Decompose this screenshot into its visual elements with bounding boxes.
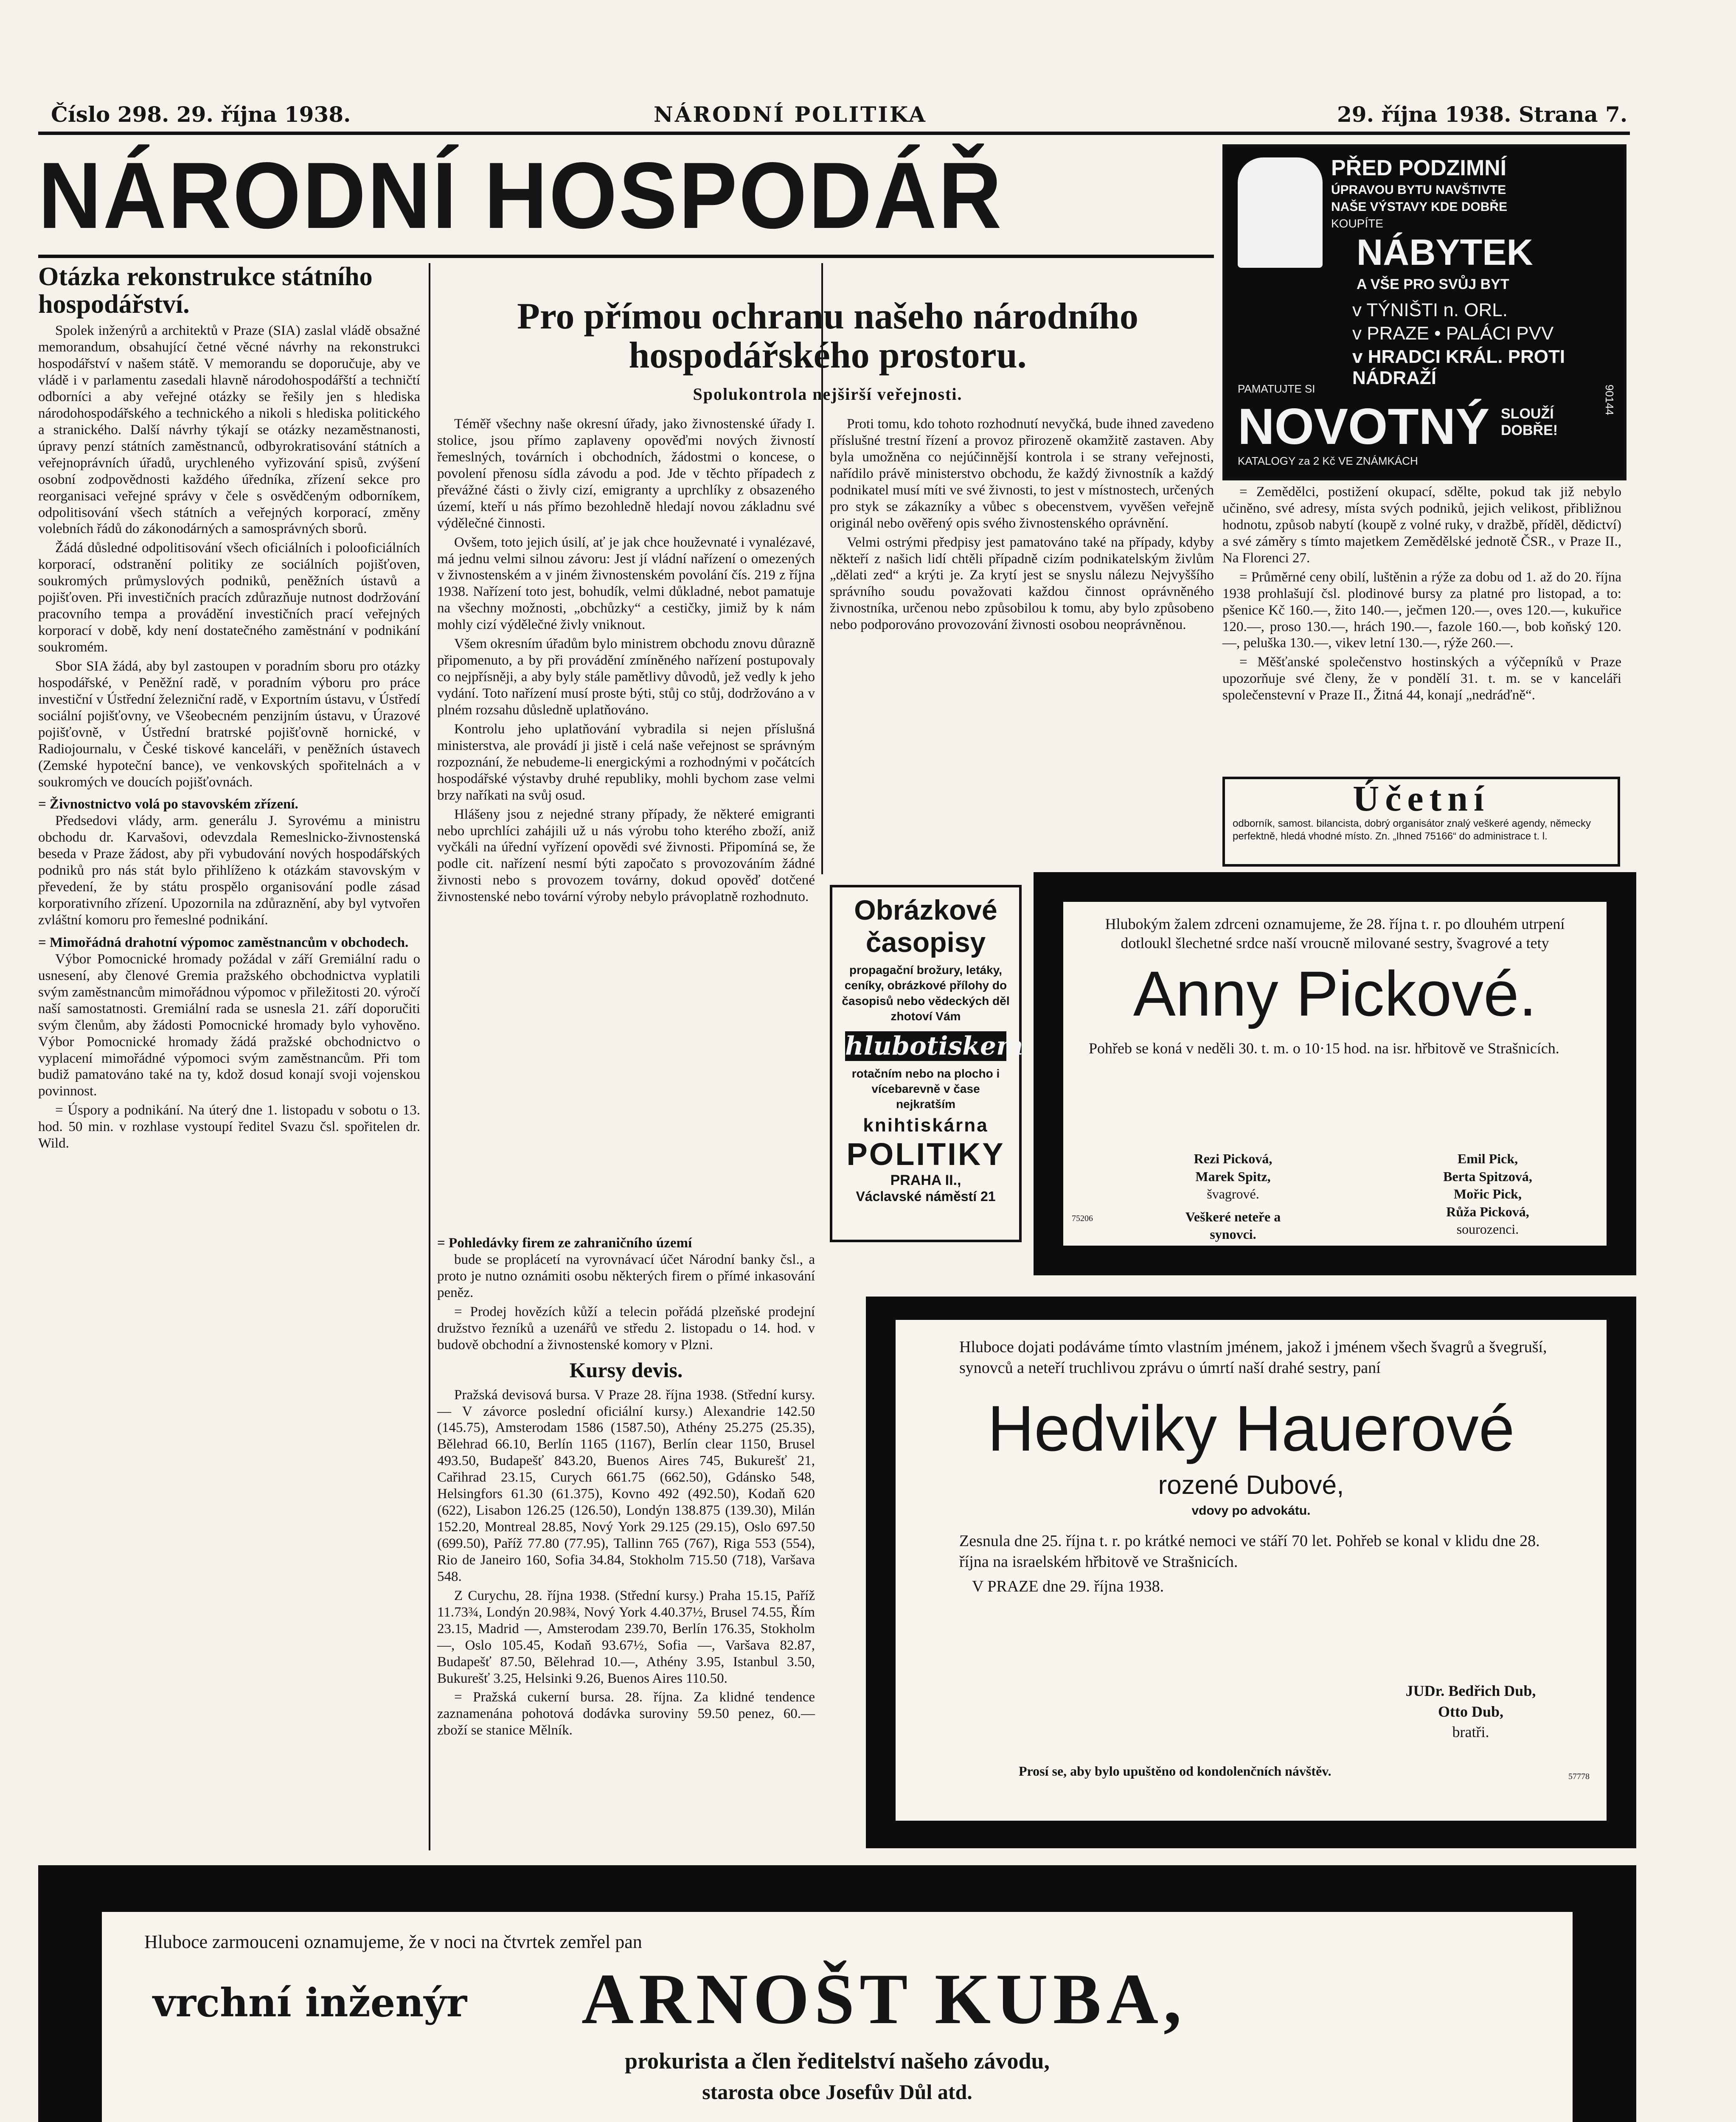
- news-item: = Měšťanské společenstvo hostinských a výčepníků v Praze upozorňuje své členy, že v pondělí 31. t. m. se v kanceláři společenstevní v Praze II., Žitná 44, konají „nedráďně“.: [1222, 654, 1621, 703]
- signatory: JUDr. Bedřich Dub,: [1405, 1682, 1536, 1699]
- deceased-title: vrchní inženýr: [153, 1980, 467, 2026]
- column-divider: [429, 263, 430, 1850]
- deceased-name: ARNOŠT KUBA,: [581, 1959, 1187, 2039]
- ad-line: v PRAZE • PALÁCI PVV: [1352, 323, 1554, 344]
- place-date: V PRAZE dne 29. října 1938.: [972, 1577, 1164, 1595]
- article-paragraph: Z Curychu, 28. října 1938. (Střední kursy.) Praha 15.15, Paříž 11.73¾, Londýn 20.98¾, Nový York 4.40.37½, Brusel 74.55, Řím 23.15, Madrid —, Amsterodam 239.70, Berlín 176.35, Stokholm —, Oslo 105.45, Kodaň 93.67½, Sofia —, Varšava 82.87, Budapešť 87.50, Bělehrad 10.—, Athény 3.95, Istanbul 3.50, Bukurešť 3.25, Helsinki 9.26, Buenos Aires 110.50.: [437, 1588, 815, 1686]
- mourner: Mořic Pick,: [1454, 1186, 1522, 1202]
- building-icon: [1238, 157, 1323, 268]
- ad-line: v HRADCI KRÁL. PROTI NÁDRAŽÍ: [1352, 346, 1565, 388]
- ad-line: NÁBYTEK: [1357, 232, 1533, 273]
- brand-name: NOVOTNÝ: [1238, 398, 1490, 455]
- deceased-name: Hedviky Hauerové: [987, 1392, 1515, 1465]
- masthead-rule: [38, 255, 1214, 258]
- deceased-role: starosta obce Josefův Důl atd.: [702, 2080, 972, 2104]
- mourner: Růža Picková,: [1446, 1204, 1529, 1219]
- article-paragraph: Hlášeny jsou z nejedné strany případy, že některé emigranti nebo uprchlíci zahájili už u nás výrobu toho kterého zboží, aniž vyčkáli na úřední vyřízení opovědi své živnosti. Připomíná se, že podle cit. nařízení nesmí býti započato s provozováním žádné živnosti nebo s provozem továrny, dokud opověď dotčené živnostenské nebo tovární výroby nebylo právoplatně rozhodnuto.: [437, 806, 815, 905]
- ad-text: PRAHA II.,: [890, 1172, 961, 1188]
- article-paragraph: Spolek inženýrů a architektů v Praze (SIA) zaslal vládě obsažné memorandum, obsahující četné věcné návrhy na rekonstrukci hospodářství v našem státě. V memorandu se doporučuje, aby ve vládě i v parlamentu zasedali hlavně národohospodářští a techničtí odborníci a aby veřejné otázky se řešily jen s hlediska národohospodářského a technického a nikoli s hlediska politického a stranického. Další návrhy týkají se otázky nezaměstnanosti, úpravy penzí státních zaměstnanců, odbyrokratisování státních a veřejnoprávních úřadů, urychleného vyřizování spisů, zvýšení osobní zodpovědnosti každého úředníka, zřízení sekce pro reorganisaci veřejné správy v čele s osvědčeným odborníkem, odpolitisování všech státních a veřejných korporací, změny volebních řádů do zákonodárných a samosprávných sborů.: [38, 323, 420, 537]
- obituary-frame: [1034, 872, 1636, 1275]
- ad-brand: POLITIKY: [846, 1136, 1005, 1172]
- mourners-right: [1411, 1150, 1564, 1238]
- ad-title: časopisy: [865, 926, 986, 958]
- news-column-3: [1222, 484, 1621, 706]
- ad-title: Obrázkové: [854, 894, 997, 926]
- article-paragraph: Výbor Pomocnické hromady požádal v září Gremiální radu o usnesení, aby členové Gremia pražského obchodnictva vyplatili svým zaměstnancům mimořádnou výpomoc v přiležitosti 20. výročí naší samostatnosti. Gremiální rada se usnesla 21. září doporučiti svým členům, aby žádosti Pomocnické hromady bylo vyhověno. Výbor Pomocnické hromady žádá pražské obchodnictvo o vyplacení mimořádné výpomoci svým zaměstnancům. Při tom budiž pamatováno také na ty, kdož dosud konají svoji vojenskou povinnost.: [38, 951, 420, 1099]
- ad-line: v TÝNIŠTI n. ORL.: [1352, 300, 1508, 320]
- mourner: Berta Spitzová,: [1443, 1168, 1532, 1184]
- ad-code: 75206: [1072, 1214, 1093, 1223]
- obituary-arnost-kuba: [102, 1912, 1573, 2122]
- obituary-anna-pickova: [1063, 902, 1607, 1246]
- obituary-intro: Hlubokým žalem zdrceni oznamujeme, že 28. října t. r. po dlouhém utrpení dotloukl šlechetné srdce naší vroucně milované sestry, švagrové a tety: [1105, 915, 1565, 952]
- obituary-frame: [38, 1865, 1636, 2122]
- main-headline: Pro přímou ochranu našeho národního hospodářského prostoru.: [517, 296, 1138, 376]
- birth-name: rozené Dubové,: [1158, 1470, 1344, 1500]
- ad-text: knihtiskárna: [863, 1114, 989, 1136]
- article-column-2a: [437, 416, 815, 908]
- article-paragraph: Proti tomu, kdo tohoto rozhodnutí nevyčká, bude ihned zavedeno příslušné trestní řízení a provoz přirozeně okamžitě zastaven. Aby byla umožněna co nejúčinnější kontrola i se strany veřejnosti, nařídilo právě ministerstvo obchodu, že každý živnostník a každý podnikatel musí míti ve své živnosti, to jest v místnostech, určených pro styk se zákazníky a vůbec s obecenstvem, vyvěšen veřejně originál nebo ověřený opis svého živnostenského oprávnění.: [830, 416, 1214, 531]
- mourners-left: [1161, 1150, 1305, 1243]
- signatory-relation: bratři.: [1452, 1723, 1489, 1741]
- ad-text: Václavské náměstí 21: [856, 1188, 996, 1204]
- ad-line: KATALOGY za 2 Kč VE ZNÁMKÁCH: [1238, 455, 1418, 467]
- mourner: Marek Spitz,: [1195, 1168, 1271, 1184]
- mourner-relation: švagrové.: [1207, 1186, 1259, 1202]
- accountant-ad: [1222, 777, 1620, 867]
- article-paragraph: Sbor SIA žádá, aby byl zastoupen v poradním sboru pro otázky hospodářské, v Peněžní radě, v poradním výboru pro práce investiční v Ústřední železniční radě, v Exportním ústavu, v Ústředí sociální pojišťovny, ve Všeobecném penzijním ústavu, v Úrazové pojišťovně, v Ústřední bratrské pojišťovně hornické, v Radiojournalu, v České tiskové kanceláři, v peněžních ústavech (Zemské hypoteční bance), ve venkovských spořitelnách a v soukromých ve doucích pojišťovnách.: [38, 658, 420, 790]
- ad-code: 57778: [1568, 1772, 1590, 1781]
- obituary-hedvika-hauerova: [896, 1320, 1607, 1821]
- obituary-intro: Hluboce zarmouceni oznamujeme, že v noci na čtvrtek zemřel pan: [144, 1931, 642, 1952]
- obituary-frame: [866, 1297, 1636, 1848]
- newspaper-name: NÁRODNÍ POLITIKA: [654, 102, 927, 127]
- article-paragraph: Kontrolu jeho uplatňování vybradila si nejen příslušná ministerstva, ale provádí ji jistě i celá naše veřejnost se správným rozpoznání, že nebudeme-li energickými a rozhodnými v počátcích hospodářské výstavby druhé republiky, mohli bychom zase velmi brzy naříkati na svůj osud.: [437, 721, 815, 803]
- mourner: Emil Pick,: [1457, 1151, 1518, 1166]
- ad-text: propagační brožury, letáky, ceníky, obrázkové přílohy do časopisů nebo vědeckých děl zhotoví Vám: [842, 963, 1010, 1023]
- article-paragraph: = Prodej hovězích kůží a telecin pořádá plzeňské prodejní družstvo řezníků a uzenářů ve středu 2. listopadu o 14. hod. v budově obchodní a živnostenské komory v Plzni.: [437, 1304, 815, 1353]
- ad-line: NAŠE VÝSTAVY KDE DOBŘE: [1331, 200, 1508, 214]
- article-paragraph: Všem okresním úřadům bylo ministrem obchodu znovu důrazně připomenuto, a by při provádění zmíněného nařízení postupovaly co nejpřísněji, a aby byly stále pamětlivy důvodů, jež vedly k jeho vydání. Toto nařízení musí proste býti, stůj co stůj, dodržováno a v plném rozsahu důsledně uplatňováno.: [437, 636, 815, 718]
- condolence-request: Prosí se, aby bylo upuštěno od kondolenčních návštěv.: [1019, 1763, 1331, 1779]
- article-paragraph: bude se proplácetí na vyrovnávací účet Národní banky čsl., a proto je nutno oznámiti osobu některých firem o přímé inkasování peněz.: [437, 1252, 815, 1300]
- article-paragraph: = Úspory a podnikání. Na úterý dne 1. listopadu v sobotu o 13. hod. 50 min. v rozhlase vystoupí ředitel Svazu čsl. spořitelen dr. Wild.: [38, 1103, 420, 1151]
- header-rule: [38, 132, 1630, 135]
- ad-line: A VŠE PRO SVŮJ BYT: [1357, 276, 1509, 292]
- ad-text: rotačním nebo na plocho i vícebarevně v čase nejkratším: [851, 1067, 1000, 1111]
- news-headline: = Živnostnictvo volá po stavovském zřízení.: [38, 797, 298, 812]
- article-column-1: [38, 263, 420, 1154]
- main-subhead: Spolukontrola nejširší veřejnosti.: [693, 385, 963, 404]
- widow-info: vdovy po advokátu.: [1191, 1503, 1311, 1518]
- obituary-intro: Hluboce dojati podáváme tímto vlastním jménem, jakož i jménem všech švagrů a švegruší, synovců a neteří truchlivou zprávu o úmrtí naší drahé sestry, paní: [959, 1338, 1547, 1377]
- furniture-advertisement: [1222, 144, 1626, 480]
- section-title: NÁRODNÍ HOSPODÁŘ: [38, 143, 1003, 248]
- magazine-print-ad: [830, 885, 1022, 1242]
- death-info: Zesnula dne 25. října t. r. po krátké nemoci ve stáří 70 let. Pohřeb se konal v klidu dne 28. října na israelském hřbitově ve Strašnicích.: [959, 1532, 1540, 1571]
- ad-line: PŘED PODZIMNÍ: [1331, 156, 1507, 180]
- signatories: [1360, 1681, 1581, 1743]
- ad-line: KOUPÍTE: [1331, 217, 1383, 230]
- article-paragraph: Téměř všechny naše okresní úřady, jako živnostenské úřady I. stolice, jsou přímo zaplaveny opověďmi nových živností řemeslných, továrních i obchodních, žádostmi o koncese, o povolení přenosu sídla závodu a pod. Jde v těchto případech z převážné části o živly cizí, emigranty a uprchlíky z obsazeného území, kteří u nás přímo bezohledně hledají novou základnu své výdělečné činnosti.: [437, 416, 815, 531]
- article-paragraph: Ovšem, toto jejich úsilí, ať je jak chce houževnaté i vynalézavé, má jednu velmi silnou závoru: Jest jí vládní nařízení o omezených v živnostenském a v jiném živnostenském povolání čís. 219 z října 1938. Nařízení toto jest, bohudík, velmi důkladné, nebot pamatuje na všechny možnosti, „obchůzky“ a cestičky, jimiž by k nám mohly cizí výdělečné živly vniknout.: [437, 534, 815, 633]
- news-item: = Zemědělci, postižení okupací, sdělte, pokud tak již nebylo učiněno, své adresy, místa svých podniků, jejich velikost, přibližnou hodnotu, způsob nabytí (koupě z volné ruky, v dražbě, příděl, dědictví) a své záměry s tímto majetkem Zemědělské jednotě ČSR., v Praze II., Na Florenci 27.: [1222, 484, 1621, 566]
- deceased-role: prokurista a člen ředitelství našeho závodu,: [624, 2048, 1050, 2074]
- mourner: Veškeré neteře a synovci.: [1185, 1209, 1281, 1242]
- ad-line: PAMATUJTE SI: [1238, 382, 1315, 395]
- ad-text: odborník, samost. bilancista, dobrý organisátor znalý veškeré agendy, německy perfektně, hledá vhodné místo. Zn. „Ihned 75166“ do administrace t. l.: [1233, 818, 1591, 842]
- article-column-2b: [830, 416, 1214, 636]
- kursy-headline: Kursy devis.: [569, 1358, 683, 1382]
- ad-title: Účetní: [1353, 778, 1490, 819]
- article-paragraph: Předsedovi vlády, arm. generálu J. Syrovému a ministru obchodu dr. Karvašovi, odevzdala Remeslnicko-živnostenská beseda v Praze žádost, aby při vybudování nových hospodářských podniků pro nás stát bylo přihlíženo k otázkám stavovským v převedení, že by státu prospělo organisování podle zásad korporativního zřízení. Upozornila na zdůraznění, aby byl vytvořen zvláštní komoru pro řemeslné podnikání.: [38, 813, 420, 928]
- news-column-lower: [437, 1235, 815, 1741]
- article-paragraph: Velmi ostrými předpisy jest pamatováno také na případy, kdyby někteří z našich lidí chtěli případně cizím podnikatelským živlům „dělati zed“ a krýti je. Za krytí jest se snyslu nálezu Nejvyššího správního soudu považovati každou činnost oprávněného živnostníka, určenou nebo způsobilou k tomu, aby bylo způsobeno nebo podporováno provozování živnosti osobou neoprávněnou.: [830, 534, 1214, 633]
- ad-slogan: SLOUŽÍ DOBŘE!: [1501, 406, 1558, 438]
- mourner: Rezi Picková,: [1194, 1151, 1273, 1166]
- article-headline: Otázka rekonstrukce státního hospodářství.: [38, 262, 373, 319]
- article-paragraph: = Pražská cukerní bursa. 28. října. Za klidné tendence zaznamenána pohotová dodávka suroviny 59.50 penez, 60.— zboží se stanice Mělník.: [437, 1690, 815, 1738]
- article-paragraph: Žádá důsledné odpolitisování všech oficiálních i polooficiálních korporací, odstranění politiky ze sociálních pojišťoven, soukromých průmyslových podniků, peněžních ústavů a pojišťoven. Při investičních pracích zdůrazňuje nutnost dodržování pracovního tempa a provádění investičních prací veřejných korporací v době, kdy není dostatečného zaměstnání v podnikání soukromém.: [38, 540, 420, 655]
- funeral-info: Pohřeb se koná v neděli 30. t. m. o 10·15 hod. na isr. hřbitově ve Strašnicích.: [1089, 1040, 1559, 1057]
- article-paragraph: Pražská devisová bursa. V Praze 28. října 1938. (Střední kursy. — V závorce poslední oficiální kursy.) Alexandrie 142.50 (145.75), Amsterodam 1586 (1587.50), Athény 25.275 (25.35), Bělehrad 66.10, Berlín 1165 (1167), Berlín clear 1150, Brusel 493.50, Budapešť 843.20, Buenos Aires 745, Bukurešť 21, Cařihrad 23.15, Curych 661.75 (662.50), Gdánsko 548, Helsingfors 61.30 (61.375), Kovno 492 (492.50), Kodaň 620 (622), Lisabon 126.25 (126.50), Londýn 138.875 (139.30), Milán 152.20, Montreal 28.85, Nový York 29.125 (29.15), Oslo 697.50 (699.50), Paříž 77.80 (77.95), Tallinn 765 (767), Riga 553 (554), Rio de Janeiro 160, Sofia 34.84, Stokholm 715.50 (718), Varšava 548.: [437, 1387, 815, 1584]
- ad-highlight: hlubotiskem: [845, 1031, 1023, 1061]
- news-headline: = Pohledávky firem ze zahraničního území: [437, 1235, 692, 1251]
- ad-line: ÚPRAVOU BYTU NAVŠTIVTE: [1331, 183, 1506, 197]
- page-info: 29. října 1938. Strana 7.: [1337, 102, 1628, 127]
- news-item: = Průměrné ceny obilí, luštěnin a rýže za dobu od 1. až do 20. října 1938 prohlašují čsl. plodinové bursy za platné pro listopad, a to: pšenice Kč 160.—, žito 140.—, ječmen 120.—, oves 120.—, kukuřice 120.—, proso 130.—, hrách 190.—, fazole 160.—, bob koňský 120.—, peluška 130.—, vikev letní 130.—, rýže 260.—.: [1222, 569, 1621, 651]
- deceased-name: Anny Pickové.: [1133, 958, 1537, 1029]
- ad-code: 90144: [1603, 385, 1616, 415]
- signatory: Otto Dub,: [1438, 1703, 1504, 1720]
- mourner-relation: sourozenci.: [1456, 1221, 1519, 1237]
- news-headline: = Mimořádná drahotní výpomoc zaměstnancům v obchodech.: [38, 935, 409, 950]
- issue-info: Číslo 298. 29. října 1938.: [51, 102, 351, 127]
